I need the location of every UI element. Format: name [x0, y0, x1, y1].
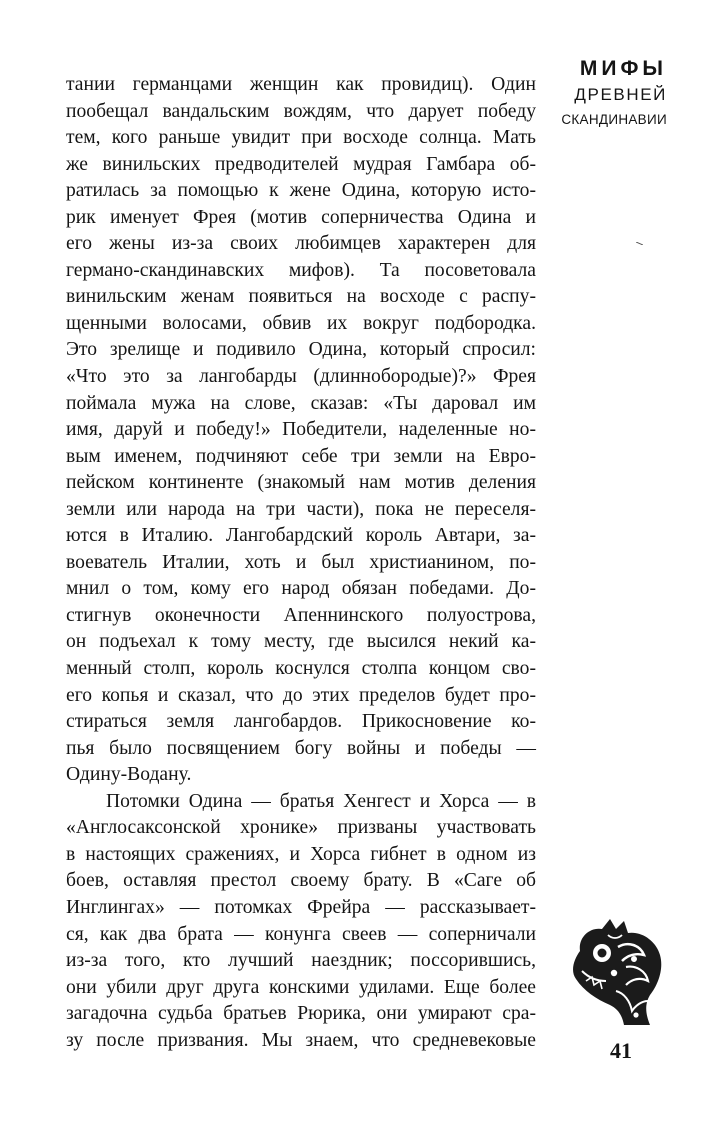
text-line: тании германцами женщин как провидиц). Один [66, 74, 536, 95]
text-line: воеватель Италии, хоть и был христианином, по- [66, 551, 536, 573]
text-line: менный столп, король коснулся столпа концом сво- [66, 658, 536, 680]
paragraph-end-line: Одину-Водану. [66, 764, 192, 786]
text-line: щенными волосами, обвив их вокруг подбородка. [66, 312, 536, 334]
page-number: 41 [610, 1038, 632, 1063]
text-line: он подъехал к тому месту, где высился некий ка- [66, 631, 536, 653]
running-header [561, 56, 667, 132]
text-line: «Англосаксонской хронике» призваны участвовать [66, 817, 536, 839]
header-title-line-1: МИФЫ [579, 57, 667, 80]
text-line: тем, кого раньше увидит при восходе солнца. Мать [66, 127, 536, 149]
paragraph-start-line: Потомки Одина — братья Хенгест и Хорса — в [106, 790, 536, 812]
text-line: его копья и сказал, что до этих пределов будет про- [66, 684, 536, 706]
text-line: мнил о том, кому его народ обязан победами. До- [66, 578, 536, 600]
text-line: ются в Италию. Лангобардский король Автари, за- [66, 525, 536, 547]
print-speck [636, 242, 643, 245]
text-line: зу после призвания. Мы знаем, что средневековые [66, 1029, 536, 1051]
text-line: боев, оставляя престол своему брату. В «Саге об [66, 870, 536, 892]
text-line: ся, как два брата — конунга свеев — соперничали [66, 923, 536, 945]
text-line: имя, даруй и победу!» Победители, наделенные но- [66, 419, 536, 441]
text-line: винильским женам появиться на восходе с распу- [66, 286, 536, 308]
header-title-line-2: ДРЕВНЕЙ [574, 85, 667, 104]
text-line: из-за того, кто лучший наездник; поссорившись, [66, 950, 536, 972]
text-line: ратилась за помощью к жене Одина, которую исто- [66, 180, 536, 202]
text-line: рик именует Фрея (мотив соперничества Одина и [66, 206, 536, 228]
text-line: загадочна судьба братьев Рюрика, они умирают сра- [66, 1003, 536, 1025]
text-line: стигнув оконечности Апеннинского полуострова, [66, 604, 536, 626]
header-title-line-3: СКАНДИНАВИИ [561, 112, 667, 127]
text-line: пообещал вандальским вождям, что дарует победу [66, 100, 536, 122]
text-line: пейском континенте (знакомый нам мотив деления [66, 472, 536, 494]
text-line: поймала мужа на слове, сказав: «Ты даровал им [66, 392, 536, 414]
text-line: его жены из-за своих любимцев характерен для [66, 233, 536, 255]
text-line: германо-скандинавских мифов). Та посоветовала [66, 259, 536, 281]
text-line: «Что это за лангобарды (длиннобородые)?» Фрея [66, 366, 536, 388]
body-text [66, 72, 536, 1054]
text-line: пья было посвящением богу войны и победы — [66, 737, 536, 759]
text-line: они убили друг друга конскими удилами. Еще более [66, 976, 536, 998]
text-line: же винильских предводителей мудрая Гамбара об- [66, 153, 536, 175]
beast-head-ornament-icon [566, 915, 666, 1027]
text-line: стираться земля лангобардов. Прикосновение ко- [66, 711, 536, 733]
text-line: Инглингах» — потомках Фрейра — рассказывает- [66, 896, 536, 918]
text-line: земли или народа на три части), пока не переселя- [66, 498, 536, 520]
text-line: вым именем, подчиняют себе три земли на Евро- [66, 445, 536, 467]
text-line: в настоящих сражениях, и Хорса гибнет в одном из [66, 843, 536, 865]
text-line: Это зрелище и подивило Одина, который спросил: [66, 339, 536, 361]
